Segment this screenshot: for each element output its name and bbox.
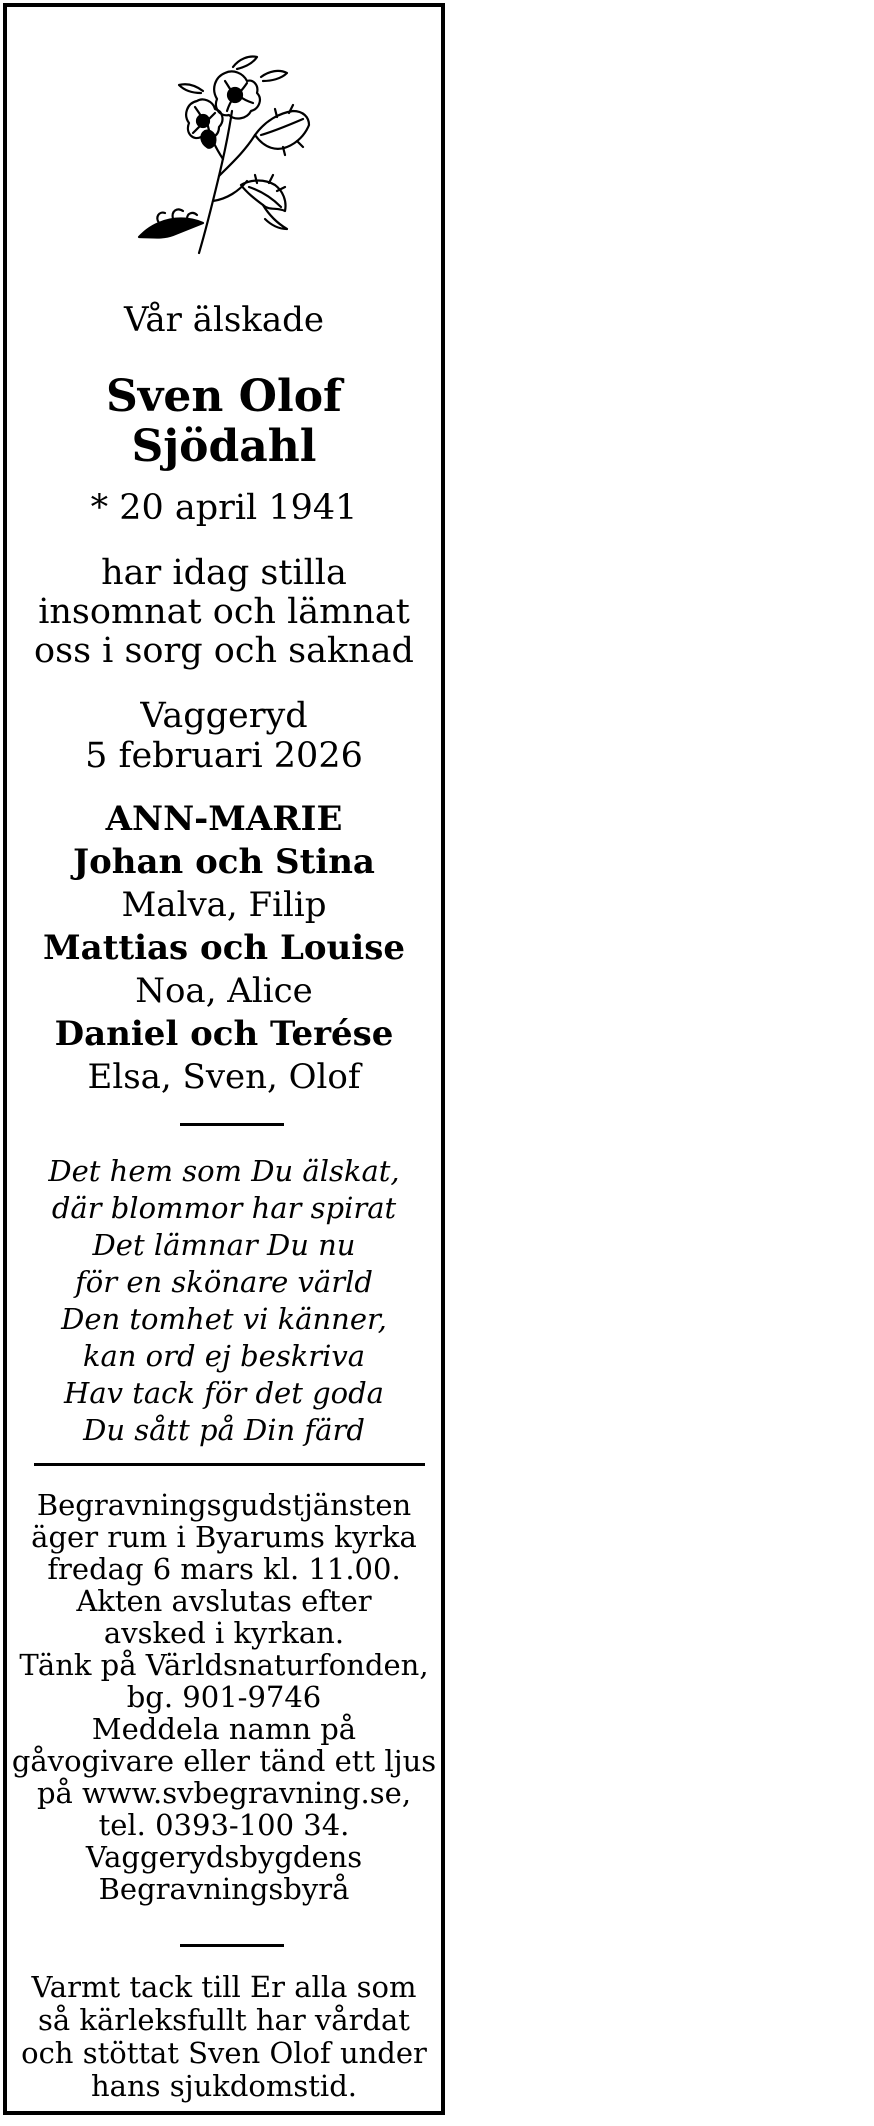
funeral-service-info — [7, 1489, 441, 1905]
message-line: insomnat och lämnat — [38, 592, 410, 632]
service-line: bg. 901-9746 — [126, 1680, 322, 1714]
poem-line: Hav tack för det goda — [64, 1376, 384, 1410]
family-member: Noa, Alice — [135, 971, 313, 1011]
service-line: Begravningsbyrå — [98, 1872, 350, 1906]
poem-line: för en skönare värld — [75, 1265, 373, 1299]
obituary-frame — [3, 3, 445, 2115]
intro-text: Vår älskade — [123, 300, 325, 340]
family-member: Daniel och Terése — [54, 1014, 394, 1054]
family-member: Mattias och Louise — [43, 928, 405, 968]
poem-line: Det lämnar Du nu — [92, 1228, 356, 1262]
family-list — [7, 798, 441, 1099]
divider — [34, 1463, 425, 1466]
service-line: gåvogivare eller tänd ett ljus — [11, 1744, 437, 1778]
service-line: Akten avslutas efter — [76, 1584, 372, 1618]
poem-line: Den tomhet vi känner, — [61, 1302, 387, 1336]
thanks-line: så kärleksfullt har vårdat — [38, 2003, 410, 2037]
thanks-message — [7, 1971, 441, 2103]
thanks-line: och stöttat Sven Olof under — [21, 2036, 427, 2070]
service-line: Tänk på Världsnaturfonden, — [19, 1648, 429, 1682]
service-line: Vaggerydsbygdens — [85, 1840, 363, 1874]
family-member: ANN-MARIE — [105, 799, 343, 839]
service-line: på www.svbegravning.se, — [36, 1776, 412, 1810]
service-line: avsked i kyrkan. — [103, 1616, 345, 1650]
poem — [7, 1153, 441, 1449]
service-line: Meddela namn på — [91, 1712, 357, 1746]
service-line: Begravningsgudstjänsten — [36, 1488, 412, 1522]
service-line: tel. 0393-100 34. — [98, 1808, 350, 1842]
name-line: Sjödahl — [131, 421, 317, 472]
poem-line: där blommor har spirat — [51, 1191, 397, 1225]
death-date: 5 februari 2026 — [85, 736, 363, 776]
family-member: Malva, Filip — [121, 885, 327, 925]
poem-line: kan ord ej beskriva — [82, 1339, 366, 1373]
message-line: har idag stilla — [101, 553, 347, 593]
thanks-line: hans sjukdomstid. — [91, 2069, 357, 2103]
family-member: Elsa, Sven, Olof — [87, 1057, 361, 1097]
death-message — [7, 554, 441, 671]
service-line: fredag 6 mars kl. 11.00. — [47, 1552, 401, 1586]
deceased-name — [7, 372, 441, 472]
name-line: Sven Olof — [106, 371, 342, 422]
thanks-line: Varmt tack till Er alla som — [31, 1970, 417, 2004]
divider — [180, 1944, 284, 1947]
message-line: oss i sorg och saknad — [34, 631, 414, 671]
flower-icon — [137, 51, 317, 257]
birth-date: * 20 april 1941 — [90, 488, 358, 528]
place-and-date — [7, 696, 441, 776]
service-line: äger rum i Byarums kyrka — [31, 1520, 417, 1554]
place: Vaggeryd — [140, 696, 308, 736]
poem-line: Det hem som Du älskat, — [48, 1154, 400, 1188]
family-member: Johan och Stina — [73, 842, 375, 882]
poem-line: Du sått på Din färd — [83, 1413, 365, 1447]
divider — [180, 1123, 284, 1126]
